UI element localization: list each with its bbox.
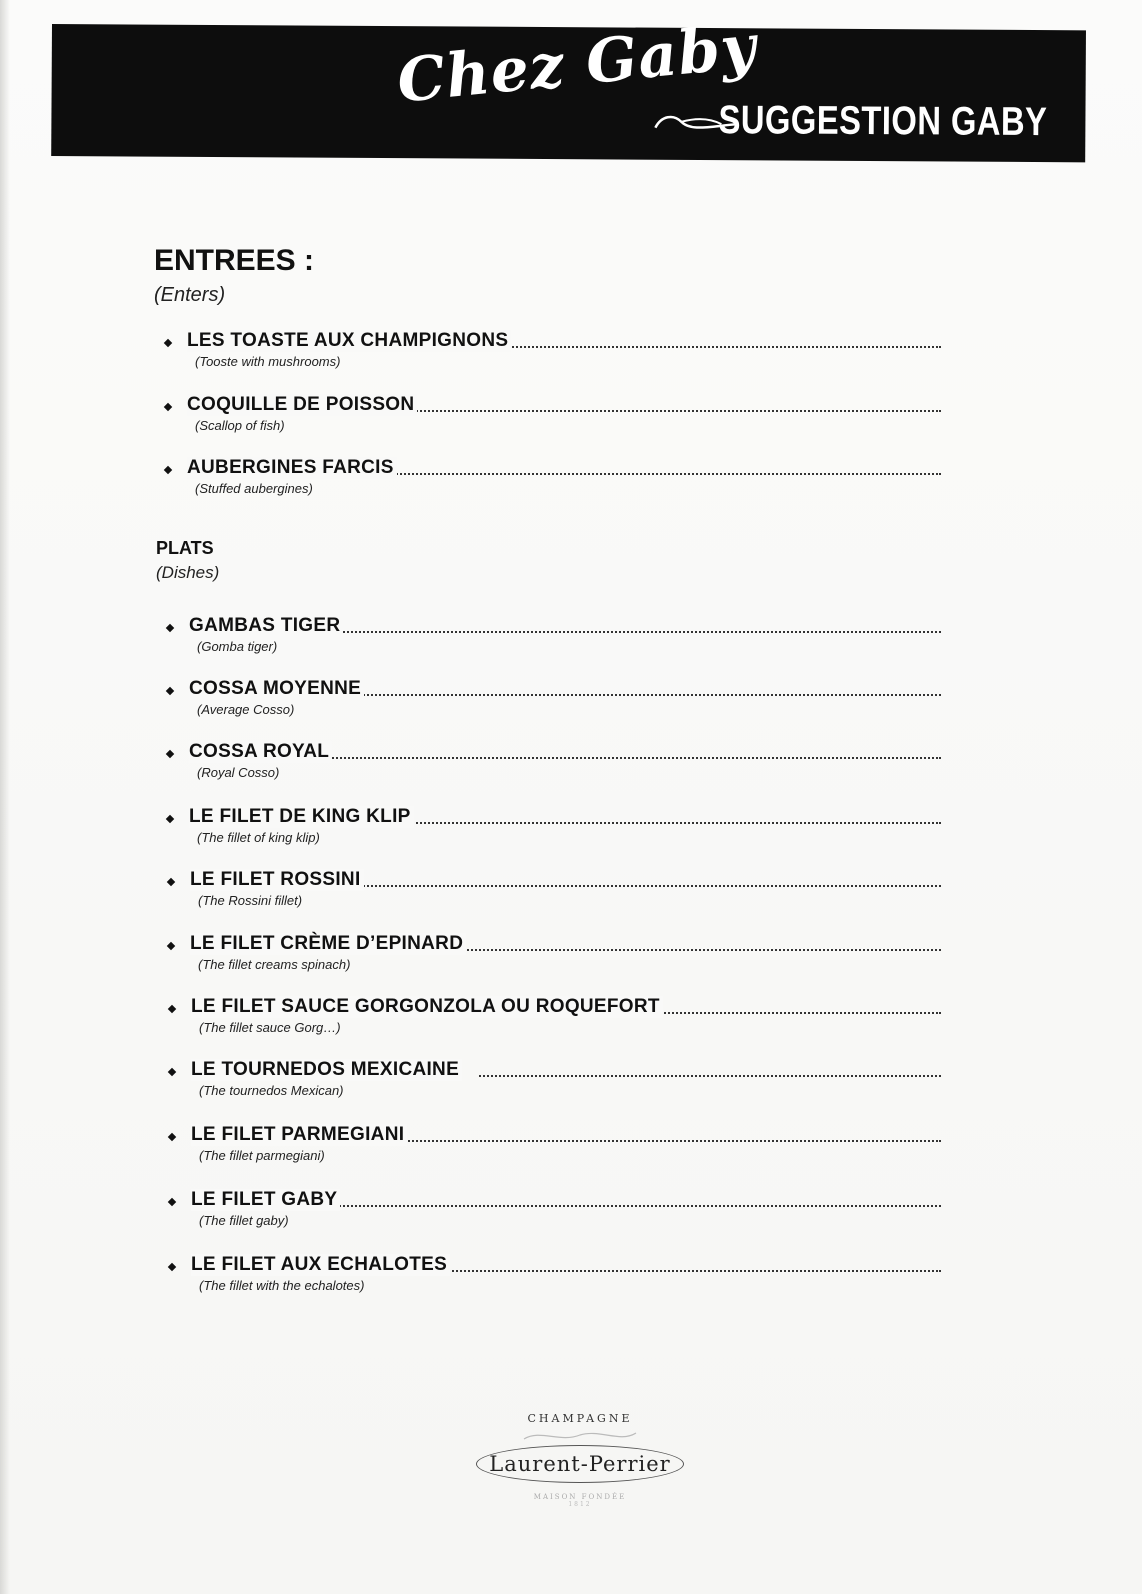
bullet-icon bbox=[168, 1005, 176, 1013]
item-translation: (Royal Cosso) bbox=[197, 765, 280, 780]
dotted-leader bbox=[365, 471, 941, 475]
plats-title: PLATS bbox=[156, 538, 214, 558]
item-name: COSSA MOYENNE bbox=[189, 678, 364, 700]
bullet-icon bbox=[166, 750, 174, 758]
bullet-icon bbox=[168, 1198, 176, 1206]
bullet-icon bbox=[168, 1263, 176, 1271]
menu-item bbox=[169, 1124, 941, 1188]
bullet-icon bbox=[168, 1068, 176, 1076]
menu-item bbox=[169, 1254, 941, 1318]
item-translation: (Average Cosso) bbox=[197, 702, 295, 717]
item-name: LE FILET PARMEGIANI bbox=[191, 1124, 407, 1146]
maison-fondee-label: MAISON FONDÉE bbox=[533, 1493, 627, 1501]
bullet-icon bbox=[164, 339, 172, 347]
menu-item bbox=[168, 933, 941, 997]
dotted-leader bbox=[348, 883, 941, 887]
champagne-logo bbox=[470, 1408, 690, 1528]
item-translation: (The fillet of king klip) bbox=[197, 830, 320, 845]
item-translation: (The Rossini fillet) bbox=[198, 893, 303, 908]
bullet-icon bbox=[166, 815, 174, 823]
bullet-icon bbox=[166, 624, 174, 632]
item-name: COQUILLE DE POISSON bbox=[187, 394, 417, 416]
menu-item bbox=[167, 806, 941, 870]
suggestion-heading: SUGGESTION GABY bbox=[718, 98, 1048, 145]
item-translation: (The fillet with the echalotes) bbox=[199, 1278, 365, 1293]
bullet-icon bbox=[168, 1133, 176, 1141]
item-name: GAMBAS TIGER bbox=[189, 615, 343, 637]
item-name: LES TOASTE AUX CHAMPIGNONS bbox=[187, 330, 511, 352]
item-name: AUBERGINES FARCIS bbox=[187, 457, 397, 479]
item-translation: (The fillet parmegiani) bbox=[199, 1148, 325, 1163]
champagne-label: CHAMPAGNE bbox=[527, 1412, 633, 1425]
champagne-brand: Laurent-Perrier bbox=[476, 1445, 683, 1483]
entrees-title: ENTREES : bbox=[154, 244, 315, 277]
dotted-leader bbox=[429, 1268, 941, 1272]
menu-item bbox=[167, 615, 941, 679]
page-edge-shadow bbox=[0, 0, 10, 1594]
item-name: LE FILET CRÈME D’EPINARD bbox=[190, 933, 466, 955]
header-band bbox=[51, 11, 1086, 162]
menu-item bbox=[167, 741, 941, 805]
item-name: LE TOURNEDOS MEXICAINE bbox=[191, 1059, 462, 1081]
bullet-icon bbox=[167, 942, 175, 950]
dotted-leader bbox=[465, 344, 941, 348]
item-translation: (Stuffed aubergines) bbox=[195, 481, 313, 496]
plats-subtitle: (Dishes) bbox=[156, 563, 220, 582]
dotted-leader bbox=[389, 1138, 941, 1142]
bullet-icon bbox=[166, 687, 174, 695]
menu-item bbox=[167, 678, 941, 742]
menu-item bbox=[165, 394, 941, 458]
item-translation: (The fillet sauce Gorg…) bbox=[199, 1020, 341, 1035]
item-name: LE FILET ROSSINI bbox=[190, 869, 364, 891]
dotted-leader bbox=[317, 755, 941, 759]
bullet-icon bbox=[167, 878, 175, 886]
item-translation: (Scallop of fish) bbox=[195, 418, 285, 433]
bullet-icon bbox=[164, 403, 172, 411]
dotted-leader bbox=[479, 1073, 941, 1077]
founding-year: 1812 bbox=[568, 1501, 592, 1508]
item-translation: (The tournedos Mexican) bbox=[199, 1083, 344, 1098]
item-translation: (The fillet gaby) bbox=[199, 1213, 289, 1228]
swirl-ornament-icon bbox=[520, 1429, 640, 1443]
menu-item bbox=[165, 330, 941, 394]
item-name: COSSA ROYAL bbox=[189, 741, 332, 763]
dotted-leader bbox=[347, 692, 941, 696]
item-translation: (The fillet creams spinach) bbox=[198, 957, 351, 972]
dotted-leader bbox=[385, 408, 941, 412]
item-name: LE FILET SAUCE GORGONZOLA OU ROQUEFORT bbox=[191, 996, 663, 1018]
item-name: LE FILET AUX ECHALOTES bbox=[191, 1254, 450, 1276]
dotted-leader bbox=[327, 629, 941, 633]
item-translation: (Gomba tiger) bbox=[197, 639, 278, 654]
dotted-leader bbox=[319, 1203, 941, 1207]
dotted-leader bbox=[448, 947, 941, 951]
dotted-leader bbox=[397, 820, 941, 824]
item-translation: (Tooste with mushrooms) bbox=[195, 354, 341, 369]
restaurant-logo: Chez Gaby bbox=[394, 11, 760, 117]
menu-item bbox=[168, 869, 941, 933]
bullet-icon bbox=[164, 466, 172, 474]
item-name: LE FILET DE KING KLIP bbox=[189, 806, 414, 828]
menu-item bbox=[169, 996, 941, 1060]
entrees-subtitle: (Enters) bbox=[154, 284, 226, 306]
dotted-leader bbox=[649, 1010, 941, 1014]
item-name: LE FILET GABY bbox=[191, 1189, 340, 1211]
menu-item bbox=[169, 1189, 941, 1253]
menu-item bbox=[165, 457, 941, 521]
menu-item bbox=[169, 1059, 941, 1123]
